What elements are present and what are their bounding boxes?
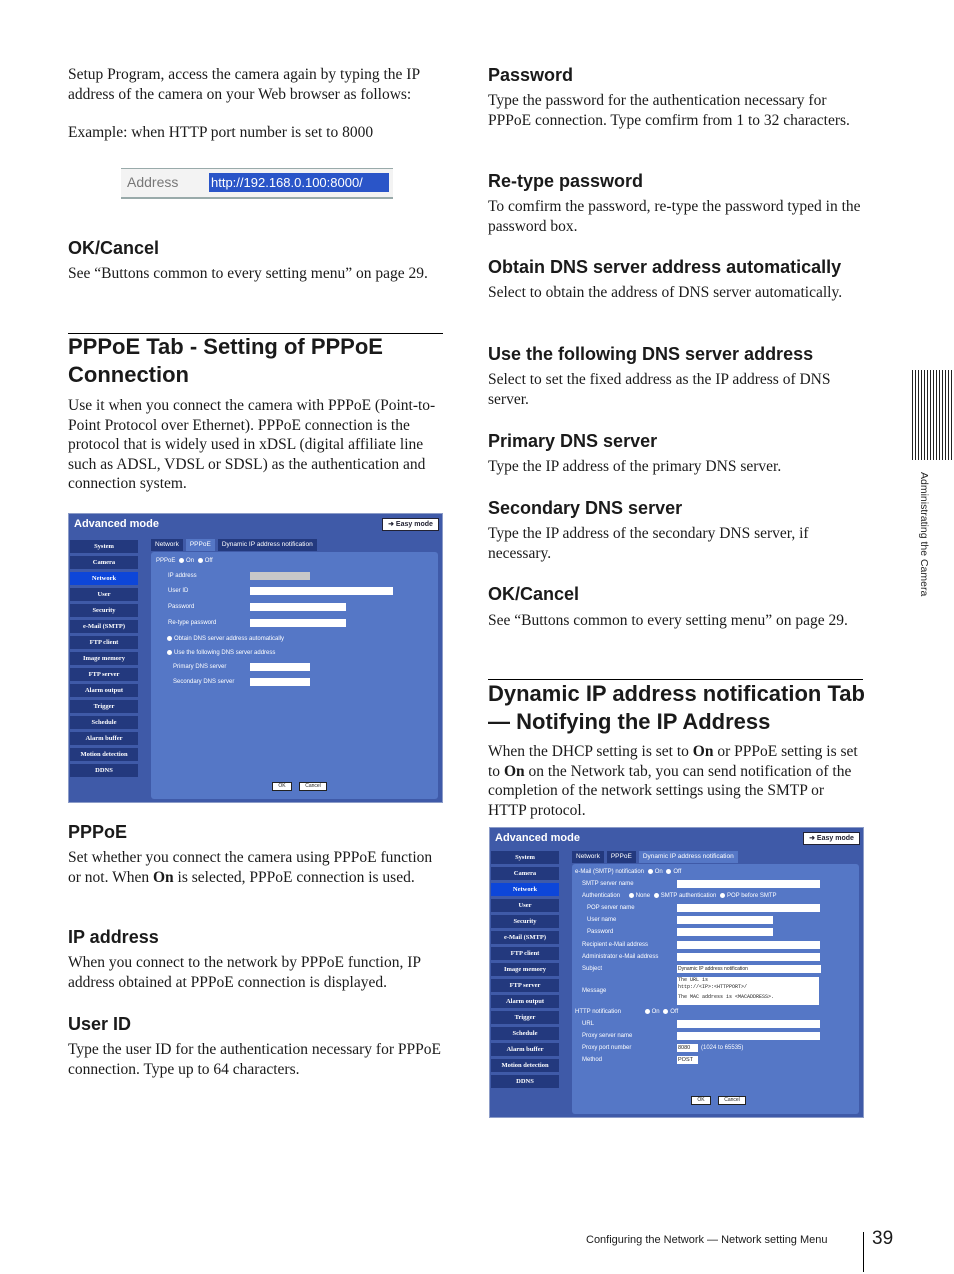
pppoe-intro: Use it when you connect the camera with PPPoE (Point-to-Point Protocol over Ethernet). PPPoE connection is the protocol that is widely used in xDSL (digital affiliate line such as ADSL, VDSL or SDSL) as the authentication and connection system. (68, 397, 436, 492)
message-line: The URL is (678, 977, 709, 983)
nav-item-selected[interactable]: Network (491, 883, 559, 896)
nav-item[interactable]: System (70, 540, 138, 553)
off-label: Off (670, 1009, 679, 1016)
nav-item[interactable]: Image memory (70, 652, 138, 665)
nav-item[interactable]: User (491, 899, 559, 912)
pop-name-label: POP server name (587, 905, 635, 911)
primary-dns-heading: Primary DNS server (488, 431, 658, 451)
primary-dns-text: Type the IP address of the primary DNS server. (488, 458, 782, 475)
arrow-right-icon: ➜ (388, 521, 396, 528)
port-input[interactable]: 8080 (677, 1044, 698, 1052)
smtp-label: SMTP server name (582, 881, 634, 887)
pdns-label: Primary DNS server (173, 664, 227, 670)
dyn-text-on-1: On (692, 743, 714, 760)
chapter-label: Administrating the Camera (918, 472, 930, 597)
tab-bar (151, 539, 317, 551)
none-label: None (635, 893, 651, 900)
app-title: Advanced mode (74, 518, 159, 530)
nav-item[interactable]: FTP client (70, 636, 138, 649)
smtp-auth-label: SMTP authentication (660, 893, 717, 900)
ip-text: When you connect to the network by PPPoE function, IP address obtained at PPPoE connection is displayed. (68, 954, 421, 991)
intro-text: Setup Program, access the camera again by typing the IP address of the camera on your Web browser as follows: (68, 66, 420, 103)
nav-menu (70, 540, 138, 780)
sdns-label: Secondary DNS server (173, 679, 235, 685)
address-value: http://192.168.0.100:8000/ (209, 173, 389, 192)
password-text: Type the password for the authentication necessary for PPPoE connection. Type comfirm from 1 to 32 characters. (488, 92, 850, 129)
recipient-label: Recipient e-Mail address (582, 942, 649, 948)
password-input[interactable] (250, 603, 346, 611)
recipient-input[interactable] (677, 941, 820, 949)
nav-item-selected[interactable]: Network (70, 572, 138, 585)
radio-none[interactable] (629, 893, 634, 898)
uid-heading: User ID (68, 1014, 132, 1034)
on-label: On (186, 558, 195, 565)
app-title-2: Advanced mode (495, 832, 580, 844)
secondary-dns-heading: Secondary DNS server (488, 498, 683, 518)
easy-mode-button-2[interactable] (803, 832, 860, 845)
primary-dns-input[interactable] (250, 663, 310, 671)
cancel-button[interactable]: Cancel (299, 782, 327, 791)
rpw-label: Re-type password (168, 620, 217, 626)
admin-label: Administrator e-Mail address (582, 954, 659, 960)
subject-input[interactable]: Dynamic IP address notification (677, 965, 821, 973)
retype-text: To comfirm the password, re-type the password typed in the password box. (488, 198, 861, 235)
dns-auto-label: Obtain DNS server address automatically (174, 636, 285, 643)
easy-mode-button[interactable] (382, 518, 439, 531)
tab-pppoe[interactable]: PPPoE (186, 539, 215, 551)
okcancel-text-2: See “Buttons common to every setting menu” on page 29. (488, 612, 848, 629)
nav-item[interactable]: Alarm buffer (491, 1043, 559, 1056)
nav-item[interactable]: Schedule (491, 1027, 559, 1040)
tab-bar-2 (572, 851, 738, 863)
nav-item[interactable]: FTP server (70, 668, 138, 681)
footer-divider (863, 1232, 864, 1272)
nav-item[interactable]: e-Mail (SMTP) (70, 620, 138, 633)
nav-item[interactable]: Camera (491, 867, 559, 880)
port-range: (1024 to 65535) (701, 1045, 744, 1051)
radio-off[interactable] (663, 1009, 668, 1014)
ip-field (250, 572, 310, 580)
nav-item[interactable]: Trigger (491, 1011, 559, 1024)
arrow-right-icon: ➜ (809, 835, 817, 842)
radio-pop[interactable] (720, 893, 725, 898)
dns-fixed-heading: Use the following DNS server address (488, 344, 814, 364)
okcancel-heading-2: OK/Cancel (488, 584, 580, 604)
user-name-input[interactable] (677, 916, 773, 924)
message-label: Message (582, 988, 607, 994)
dynamic-ip-intro (488, 742, 866, 820)
nav-item[interactable]: DDNS (491, 1075, 559, 1088)
nav-menu-2 (491, 851, 559, 1091)
proxy-input[interactable] (677, 1032, 820, 1040)
tab-pppoe[interactable]: PPPoE (607, 851, 636, 863)
tab-network[interactable]: Network (151, 539, 183, 551)
retype-heading: Re-type password (488, 171, 644, 191)
okcancel-heading: OK/Cancel (68, 238, 160, 258)
radio-off[interactable] (198, 558, 203, 563)
nav-item[interactable]: System (491, 851, 559, 864)
pppoe-screenshot (68, 513, 443, 803)
nav-item[interactable]: FTP client (491, 947, 559, 960)
method-label: Method (582, 1057, 603, 1063)
mail-password-input[interactable] (677, 928, 773, 936)
password-heading: Password (488, 65, 574, 85)
address-label: Address (127, 174, 179, 190)
off-label: Off (673, 869, 682, 876)
nav-item[interactable]: Image memory (491, 963, 559, 976)
tab-dynamic-ip[interactable]: Dynamic IP address notification (639, 851, 738, 863)
radio-on[interactable] (648, 869, 653, 874)
dyn-text-e: on the Network tab, you can send notification of the completion of the network settings using the SMTP or HTTP protocol. (488, 762, 852, 819)
user-name-label: User name (587, 917, 617, 923)
nav-item[interactable]: Motion detection (70, 748, 138, 761)
on-label: On (654, 869, 663, 876)
radio-dns-fixed[interactable] (167, 650, 172, 655)
pop-label: POP before SMTP (726, 893, 777, 900)
pppoe-heading: PPPoE (68, 822, 128, 842)
dns-fixed-label: Use the following DNS server address (174, 650, 276, 657)
nav-item[interactable]: DDNS (70, 764, 138, 777)
nav-item[interactable]: e-Mail (SMTP) (491, 931, 559, 944)
okcancel-text: See “Buttons common to every setting menu” on page 29. (68, 265, 428, 282)
settings-panel-2 (572, 864, 859, 1114)
pppoe-label: PPPoE (156, 558, 176, 565)
mail-pw-label: Password (587, 929, 614, 935)
easy-mode-label: Easy mode (395, 521, 433, 528)
dyn-text-on-2: On (503, 762, 525, 780)
tab-dynamic-ip[interactable]: Dynamic IP address notification (218, 539, 317, 551)
url-label: URL (582, 1021, 595, 1027)
footer-text: Configuring the Network — Network setting Menu (586, 1234, 828, 1246)
dyn-text-c: or PPPoE setting is set to (488, 743, 858, 780)
user-id-input[interactable] (250, 587, 393, 595)
radio-dns-auto[interactable] (167, 636, 172, 641)
cancel-button-2[interactable]: Cancel (718, 1096, 746, 1105)
pppoe-text-c: is selected, PPPoE connection is used. (173, 868, 415, 886)
proxy-label: Proxy server name (582, 1033, 633, 1039)
method-select[interactable]: POST (677, 1056, 698, 1064)
nav-item[interactable]: User (70, 588, 138, 601)
ok-button-2[interactable]: OK (691, 1096, 711, 1105)
nav-item[interactable]: Alarm buffer (70, 732, 138, 745)
ip-label: IP address (168, 573, 197, 579)
url-input[interactable] (677, 1020, 820, 1028)
secondary-dns-text: Type the IP address of the secondary DNS server, if necessary. (488, 525, 809, 562)
pppoe-text-on: On (152, 868, 174, 886)
pppoe-text (68, 848, 446, 887)
nav-item[interactable]: Camera (70, 556, 138, 569)
nav-item[interactable]: Alarm output (491, 995, 559, 1008)
radio-on[interactable] (645, 1009, 650, 1014)
pop-input[interactable] (677, 904, 820, 912)
uid-text: Type the user ID for the authentication necessary for PPPoE connection. Type up to 64 characters. (68, 1041, 441, 1078)
off-label: Off (204, 558, 213, 565)
mail-label: e-Mail (SMTP) notification (575, 869, 645, 876)
dyn-text-a: When the DHCP setting is set to (488, 743, 693, 760)
http-label: HTTP notification (575, 1009, 621, 1016)
settings-panel (151, 552, 438, 799)
easy-mode-label-2: Easy mode (816, 835, 854, 842)
admin-input[interactable] (677, 953, 820, 961)
tab-network[interactable]: Network (572, 851, 604, 863)
message-line: The MAC address is <MACADDRESS>. (678, 994, 775, 1000)
nav-item[interactable]: Trigger (70, 700, 138, 713)
retype-password-input[interactable] (250, 619, 346, 627)
dns-fixed-text: Select to set the fixed address as the IP address of DNS server. (488, 371, 831, 408)
auth-label: Authentication (582, 893, 621, 900)
radio-on[interactable] (179, 558, 184, 563)
nav-item[interactable]: Schedule (70, 716, 138, 729)
radio-smtp-auth[interactable] (654, 893, 659, 898)
pppoe-text-a: Set whether you connect the camera using PPPoE function or not. When (68, 849, 433, 886)
secondary-dns-input[interactable] (250, 678, 310, 686)
dynamic-ip-screenshot (489, 827, 864, 1118)
smtp-input[interactable] (677, 880, 820, 888)
radio-off[interactable] (666, 869, 671, 874)
dns-auto-heading: Obtain DNS server address automatically (488, 257, 842, 277)
nav-item[interactable]: Motion detection (491, 1059, 559, 1072)
port-label: Proxy port number (582, 1045, 632, 1051)
nav-item[interactable]: Security (70, 604, 138, 617)
nav-item[interactable]: FTP server (491, 979, 559, 992)
ip-heading: IP address (68, 927, 159, 947)
page-number: 39 (872, 1228, 894, 1249)
nav-item[interactable]: Alarm output (70, 684, 138, 697)
chapter-tab-stripes (912, 370, 954, 460)
on-label: On (651, 1009, 660, 1016)
pw-label: Password (168, 604, 195, 610)
dns-auto-text: Select to obtain the address of DNS server automatically. (488, 284, 843, 301)
subject-label: Subject (582, 966, 603, 972)
ok-button[interactable]: OK (272, 782, 292, 791)
uid-label: User ID (168, 588, 189, 594)
message-textarea[interactable] (677, 977, 819, 1005)
example-text: Example: when HTTP port number is set to 8000 (68, 124, 374, 141)
pppoe-section-title: PPPoE Tab - Setting of PPPoE Connection (68, 334, 383, 387)
nav-item[interactable]: Security (491, 915, 559, 928)
message-line: http://<IP>:<HTTPPORT>/ (678, 984, 748, 990)
address-bar (121, 168, 393, 199)
dynamic-ip-section-title: Dynamic IP address notification Tab — Notifying the IP Address (488, 681, 865, 734)
